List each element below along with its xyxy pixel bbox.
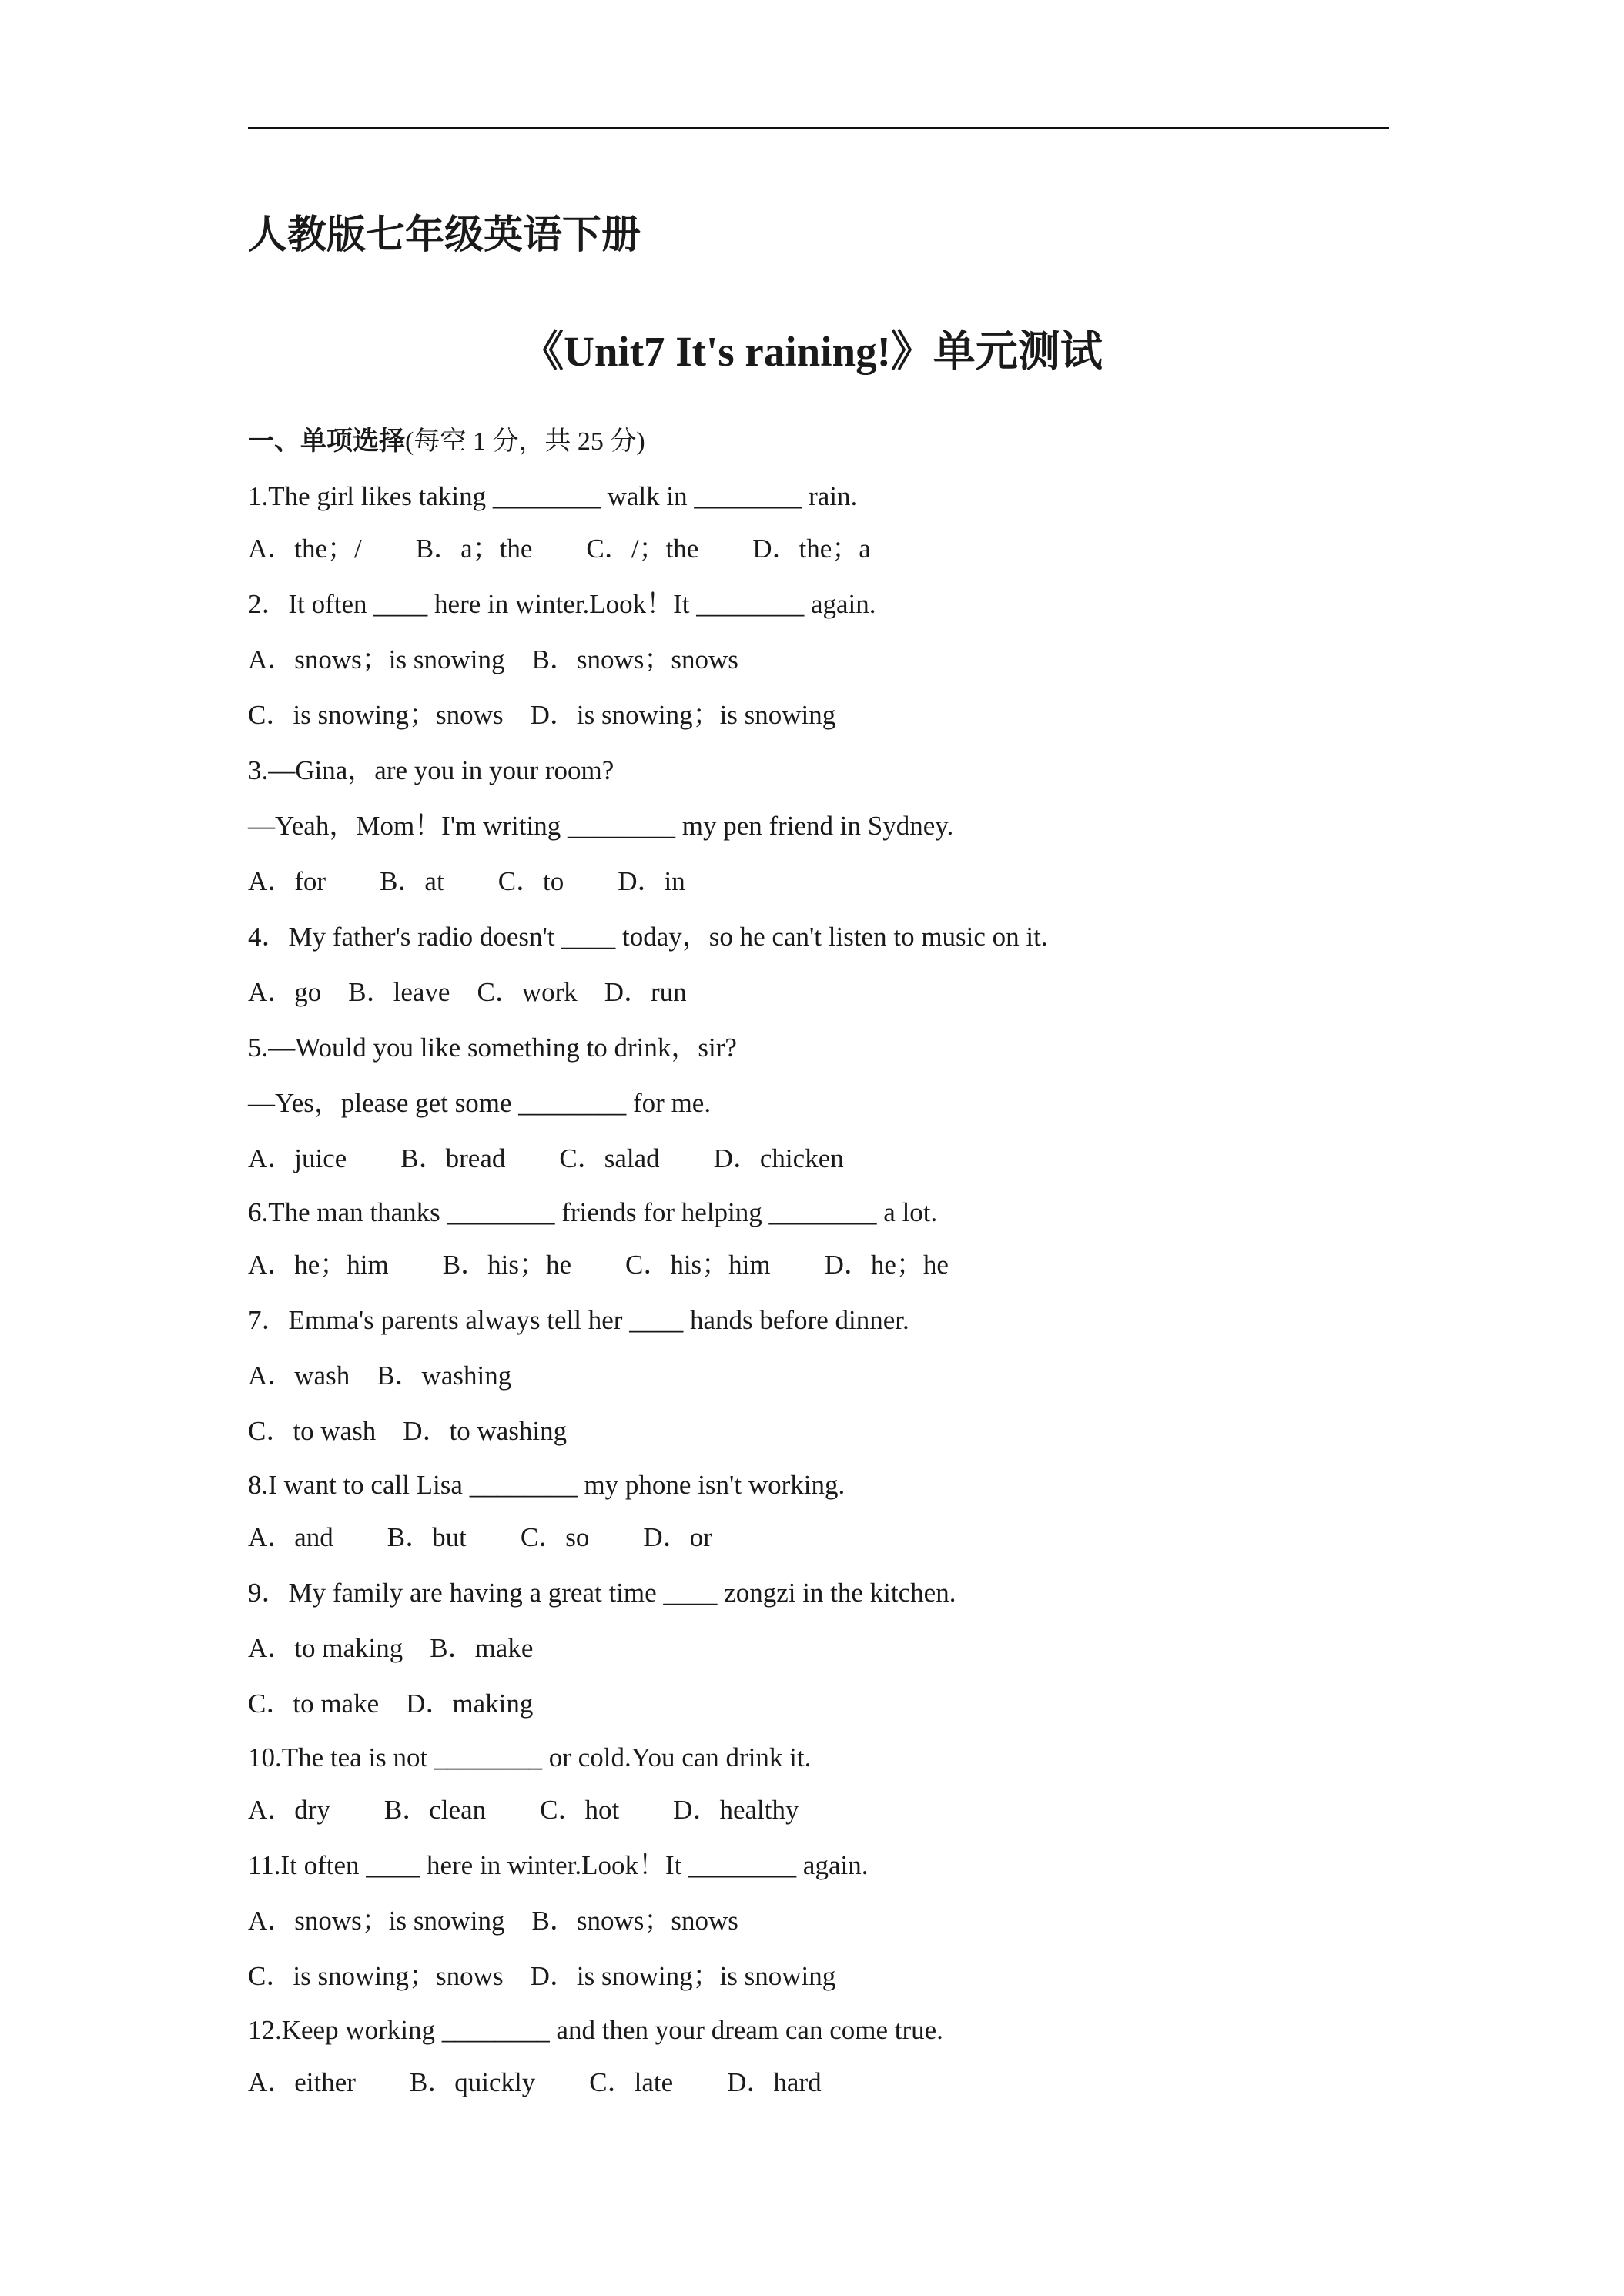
answer-options: A．dry B．clean C．hot D．healthy: [248, 1795, 799, 1825]
answer-options: A．and B．but C．so D．or: [248, 1522, 712, 1552]
answer-options: A．snows；is snowing B．snows；snows: [248, 644, 738, 674]
question-line: 8.I want to call Lisa ________ my phone isn't working.: [248, 1470, 845, 1500]
question-line: —Yeah，Mom！I'm writing ________ my pen friend in Sydney.: [248, 811, 954, 841]
question-line: 2．It often ____ here in winter.Look！It ________ again.: [248, 589, 876, 619]
answer-options: C．is snowing；snows D．is snowing；is snowing: [248, 700, 836, 730]
answer-options: C．to make D．making: [248, 1689, 534, 1719]
question-line: —Yes，please get some ________ for me.: [248, 1088, 712, 1118]
header-rule: [248, 127, 1389, 129]
answer-options: A．either B．quickly C．late D．hard: [248, 2067, 822, 2097]
section-heading-label: 一、单项选择: [248, 426, 405, 457]
answer-options: A．juice B．bread C．salad D．chicken: [248, 1143, 844, 1173]
question-line: 11.It often ____ here in winter.Look！It ________ again.: [248, 1850, 869, 1880]
section-heading-scoring: (每空 1 分，共 25 分): [405, 427, 645, 456]
answer-options: A．snows；is snowing B．snows；snows: [248, 1906, 738, 1936]
document-subtitle: 《Unit7 It's raining!》单元测试: [521, 328, 1103, 375]
question-line: 10.The tea is not ________ or cold.You can drink it.: [248, 1742, 812, 1772]
question-line: 12.Keep working ________ and then your dream can come true.: [248, 2015, 943, 2045]
answer-options: A．wash B．washing: [248, 1361, 512, 1391]
answer-options: C．is snowing；snows D．is snowing；is snowing: [248, 1961, 836, 1991]
answer-options: C．to wash D．to washing: [248, 1416, 568, 1446]
question-line: 9．My family are having a great time ____ zongzi in the kitchen.: [248, 1578, 956, 1608]
answer-options: A．for B．at C．to D．in: [248, 866, 685, 896]
section-heading: [248, 422, 645, 461]
question-line: 1.The girl likes taking ________ walk in ________ rain.: [248, 481, 858, 511]
answer-options: A．go B．leave C．work D．run: [248, 977, 687, 1007]
question-line: 4．My father's radio doesn't ____ today，so he can't listen to music on it.: [248, 922, 1048, 952]
answer-options: A．he；him B．his；he C．his；him D．he；he: [248, 1250, 949, 1280]
question-line: 5.—Would you like something to drink，sir?: [248, 1033, 737, 1063]
document-title: 人教版七年级英语下册: [248, 213, 641, 258]
question-line: 7．Emma's parents always tell her ____ hands before dinner.: [248, 1305, 909, 1335]
answer-options: A．to making B．make: [248, 1633, 534, 1663]
question-line: 3.—Gina，are you in your room?: [248, 755, 614, 785]
answer-options: A．the；/ B．a；the C．/；the D．the；a: [248, 534, 871, 564]
question-line: 6.The man thanks ________ friends for helping ________ a lot.: [248, 1197, 938, 1227]
